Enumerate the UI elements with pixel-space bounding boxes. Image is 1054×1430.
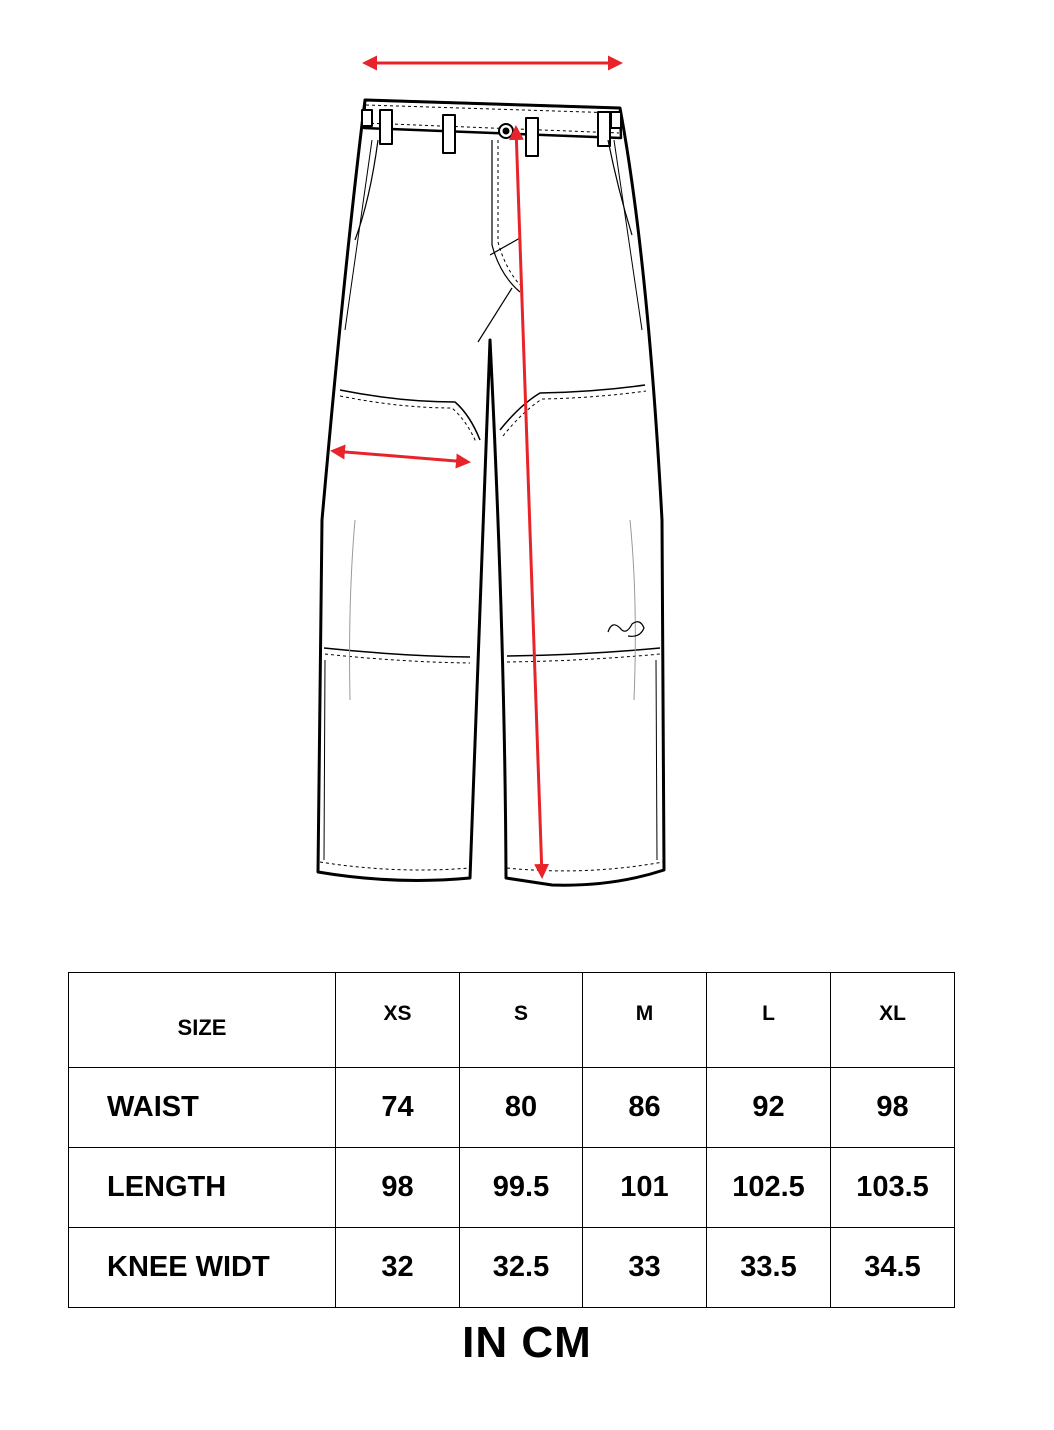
table-cell: 32: [336, 1228, 460, 1308]
table-cell: 98: [336, 1148, 460, 1228]
table-row-waist: [69, 1068, 955, 1148]
table-cell: 98: [831, 1068, 955, 1148]
table-cell: 99.5: [460, 1148, 583, 1228]
size-xs: XS: [336, 973, 460, 1068]
belt-loop: [380, 110, 392, 144]
pants-silhouette: [318, 100, 664, 885]
unit-note: IN CM: [462, 1318, 592, 1367]
size-chart-table: [68, 972, 955, 1308]
table-row-length: [69, 1148, 955, 1228]
pants-outline: [318, 100, 664, 885]
table-cell: 33.5: [707, 1228, 831, 1308]
size-m: M: [583, 973, 707, 1068]
table-cell: 86: [583, 1068, 707, 1148]
table-cell: 102.5: [707, 1148, 831, 1228]
table-cell: 34.5: [831, 1228, 955, 1308]
table-cell: 80: [460, 1068, 583, 1148]
size-header-row: [69, 973, 955, 1068]
belt-loop: [443, 115, 455, 153]
table-cell: 32.5: [460, 1228, 583, 1308]
size-l: L: [707, 973, 831, 1068]
row-label: LENGTH: [69, 1148, 336, 1228]
table-cell: 101: [583, 1148, 707, 1228]
table-cell: 103.5: [831, 1148, 955, 1228]
row-label: KNEE WIDT: [69, 1228, 336, 1308]
belt-loop: [526, 118, 538, 156]
row-label: WAIST: [69, 1068, 336, 1148]
size-header-label: SIZE: [69, 973, 336, 1068]
size-s: S: [460, 973, 583, 1068]
table-cell: 74: [336, 1068, 460, 1148]
size-xl: XL: [831, 973, 955, 1068]
table-cell: 92: [707, 1068, 831, 1148]
table-row-knee-width: [69, 1228, 955, 1308]
table-cell: 33: [583, 1228, 707, 1308]
